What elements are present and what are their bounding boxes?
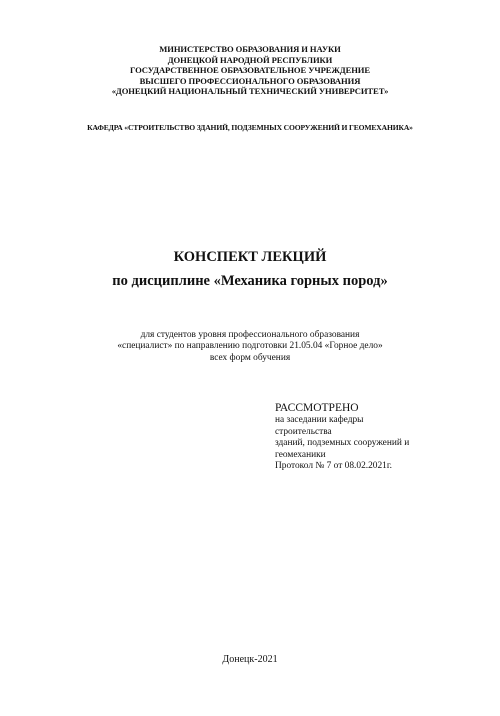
- ministry-header: [0, 44, 500, 97]
- approval-line: строительства: [275, 426, 332, 437]
- approval-line: Протокол № 7 от 08.02.2021г.: [275, 461, 392, 472]
- approval-line: геомеханики: [275, 449, 326, 460]
- department-name: КАФЕДРА «СТРОИТЕЛЬСТВО ЗДАНИЙ, ПОДЗЕМНЫХ СООРУЖЕНИЙ И ГЕОМЕХАНИКА»: [87, 123, 413, 132]
- audience-line: всех форм обучения: [209, 352, 291, 363]
- header-line: МИНИСТЕРСТВО ОБРАЗОВАНИЯ И НАУКИ: [159, 44, 341, 54]
- approval-line: зданий, подземных сооружений и: [275, 438, 410, 449]
- audience-line: «специалист» по направлению подготовки 21.05.04 «Горное дело»: [117, 341, 383, 352]
- audience-block: [0, 330, 500, 364]
- city-year: Донецк-2021: [222, 654, 278, 665]
- approval-heading: РАССМОТРЕНО: [275, 402, 359, 414]
- approval-line: на заседании кафедры: [275, 415, 364, 425]
- header-line: «ДОНЕЦКИЙ НАЦИОНАЛЬНЫЙ ТЕХНИЧЕСКИЙ УНИВЕРСИТЕТ»: [111, 86, 389, 97]
- header-line: ВЫСШЕГО ПРОФЕССИОНАЛЬНОГО ОБРАЗОВАНИЯ: [139, 75, 361, 86]
- document-title: КОНСПЕКТ ЛЕКЦИЙ: [173, 249, 327, 265]
- header-line: ГОСУДАРСТВЕННОЕ ОБРАЗОВАТЕЛЬНОЕ УЧРЕЖДЕНИЕ: [129, 65, 371, 76]
- document-subtitle: по дисциплине «Механика горных пород»: [112, 273, 388, 289]
- approval-block: [275, 401, 495, 473]
- audience-line: для студентов уровня профессионального образования: [140, 330, 360, 340]
- header-line: ДОНЕЦКОЙ НАРОДНОЙ РЕСПУБЛИКИ: [167, 54, 333, 65]
